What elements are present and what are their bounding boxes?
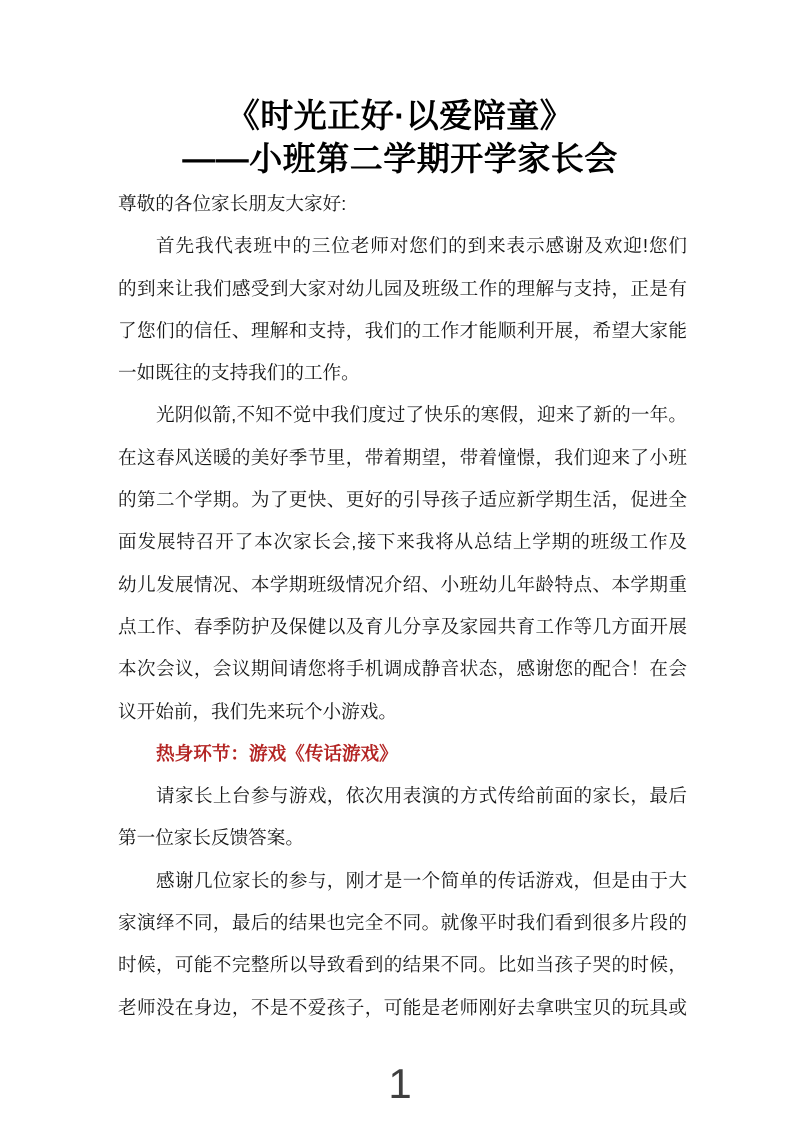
document-title-line2: ——小班第二学期开学家长会 [182,140,618,177]
text-line: 的第二个学期。为了更快、更好的引导孩子适应新学期生活，促进全 [118,489,687,511]
document-title-line1: 《时光正好·以爱陪童》 [226,97,574,134]
text-line: 本次会议，会议期间请您将手机调成静音状态，感谢您的配合！在会 [118,658,687,680]
text-line: 了您们的信任、理解和支持，我们的工作才能顺利开展，希望大家能 [118,319,687,341]
text-line: 光阴似箭,不知不觉中我们度过了快乐的寒假，迎来了新的一年。 [156,404,687,426]
text-line: 老师没在身边，不是不爱孩子，可能是老师刚好去拿哄宝贝的玩具或 [118,996,687,1018]
text-line: 尊敬的各位家长朋友大家好: [118,193,347,214]
text-line: 感谢几位家长的参与，刚才是一个简单的传话游戏，但是由于大 [156,869,687,891]
text-line: 第一位家长反馈答案。 [118,827,304,849]
text-line: 议开始前，我们先来玩个小游戏。 [118,700,397,722]
text-line: 首先我代表班中的三位老师对您们的到来表示感谢及欢迎!您们 [156,235,687,257]
text-line: 时候，可能不完整所以导致看到的结果不同。比如当孩子哭的时候， [118,954,687,976]
section-heading: 热身环节：游戏《传话游戏》 [156,742,398,764]
page-number: 1 [388,1060,412,1107]
text-line: 家演绎不同，最后的结果也完全不同。就像平时我们看到很多片段的 [118,912,687,934]
text-line: 在这春风送暖的美好季节里，带着期望，带着憧憬，我们迎来了小班 [118,446,687,468]
text-line: 一如既往的支持我们的工作。 [118,362,360,384]
document-title [0,94,800,180]
text-line: 面发展特召开了本次家长会,接下来我将从总结上学期的班级工作及 [118,531,687,553]
text-line: 的到来让我们感受到大家对幼儿园及班级工作的理解与支持，正是有 [118,277,687,299]
document-body [118,183,687,1029]
text-line: 点工作、春季防护及保健以及育儿分享及家园共育工作等几方面开展 [118,615,687,637]
text-line: 请家长上台参与游戏，依次用表演的方式传给前面的家长，最后 [156,785,687,807]
text-line: 幼儿发展情况、本学期班级情况介绍、小班幼儿年龄特点、本学期重 [118,573,687,595]
